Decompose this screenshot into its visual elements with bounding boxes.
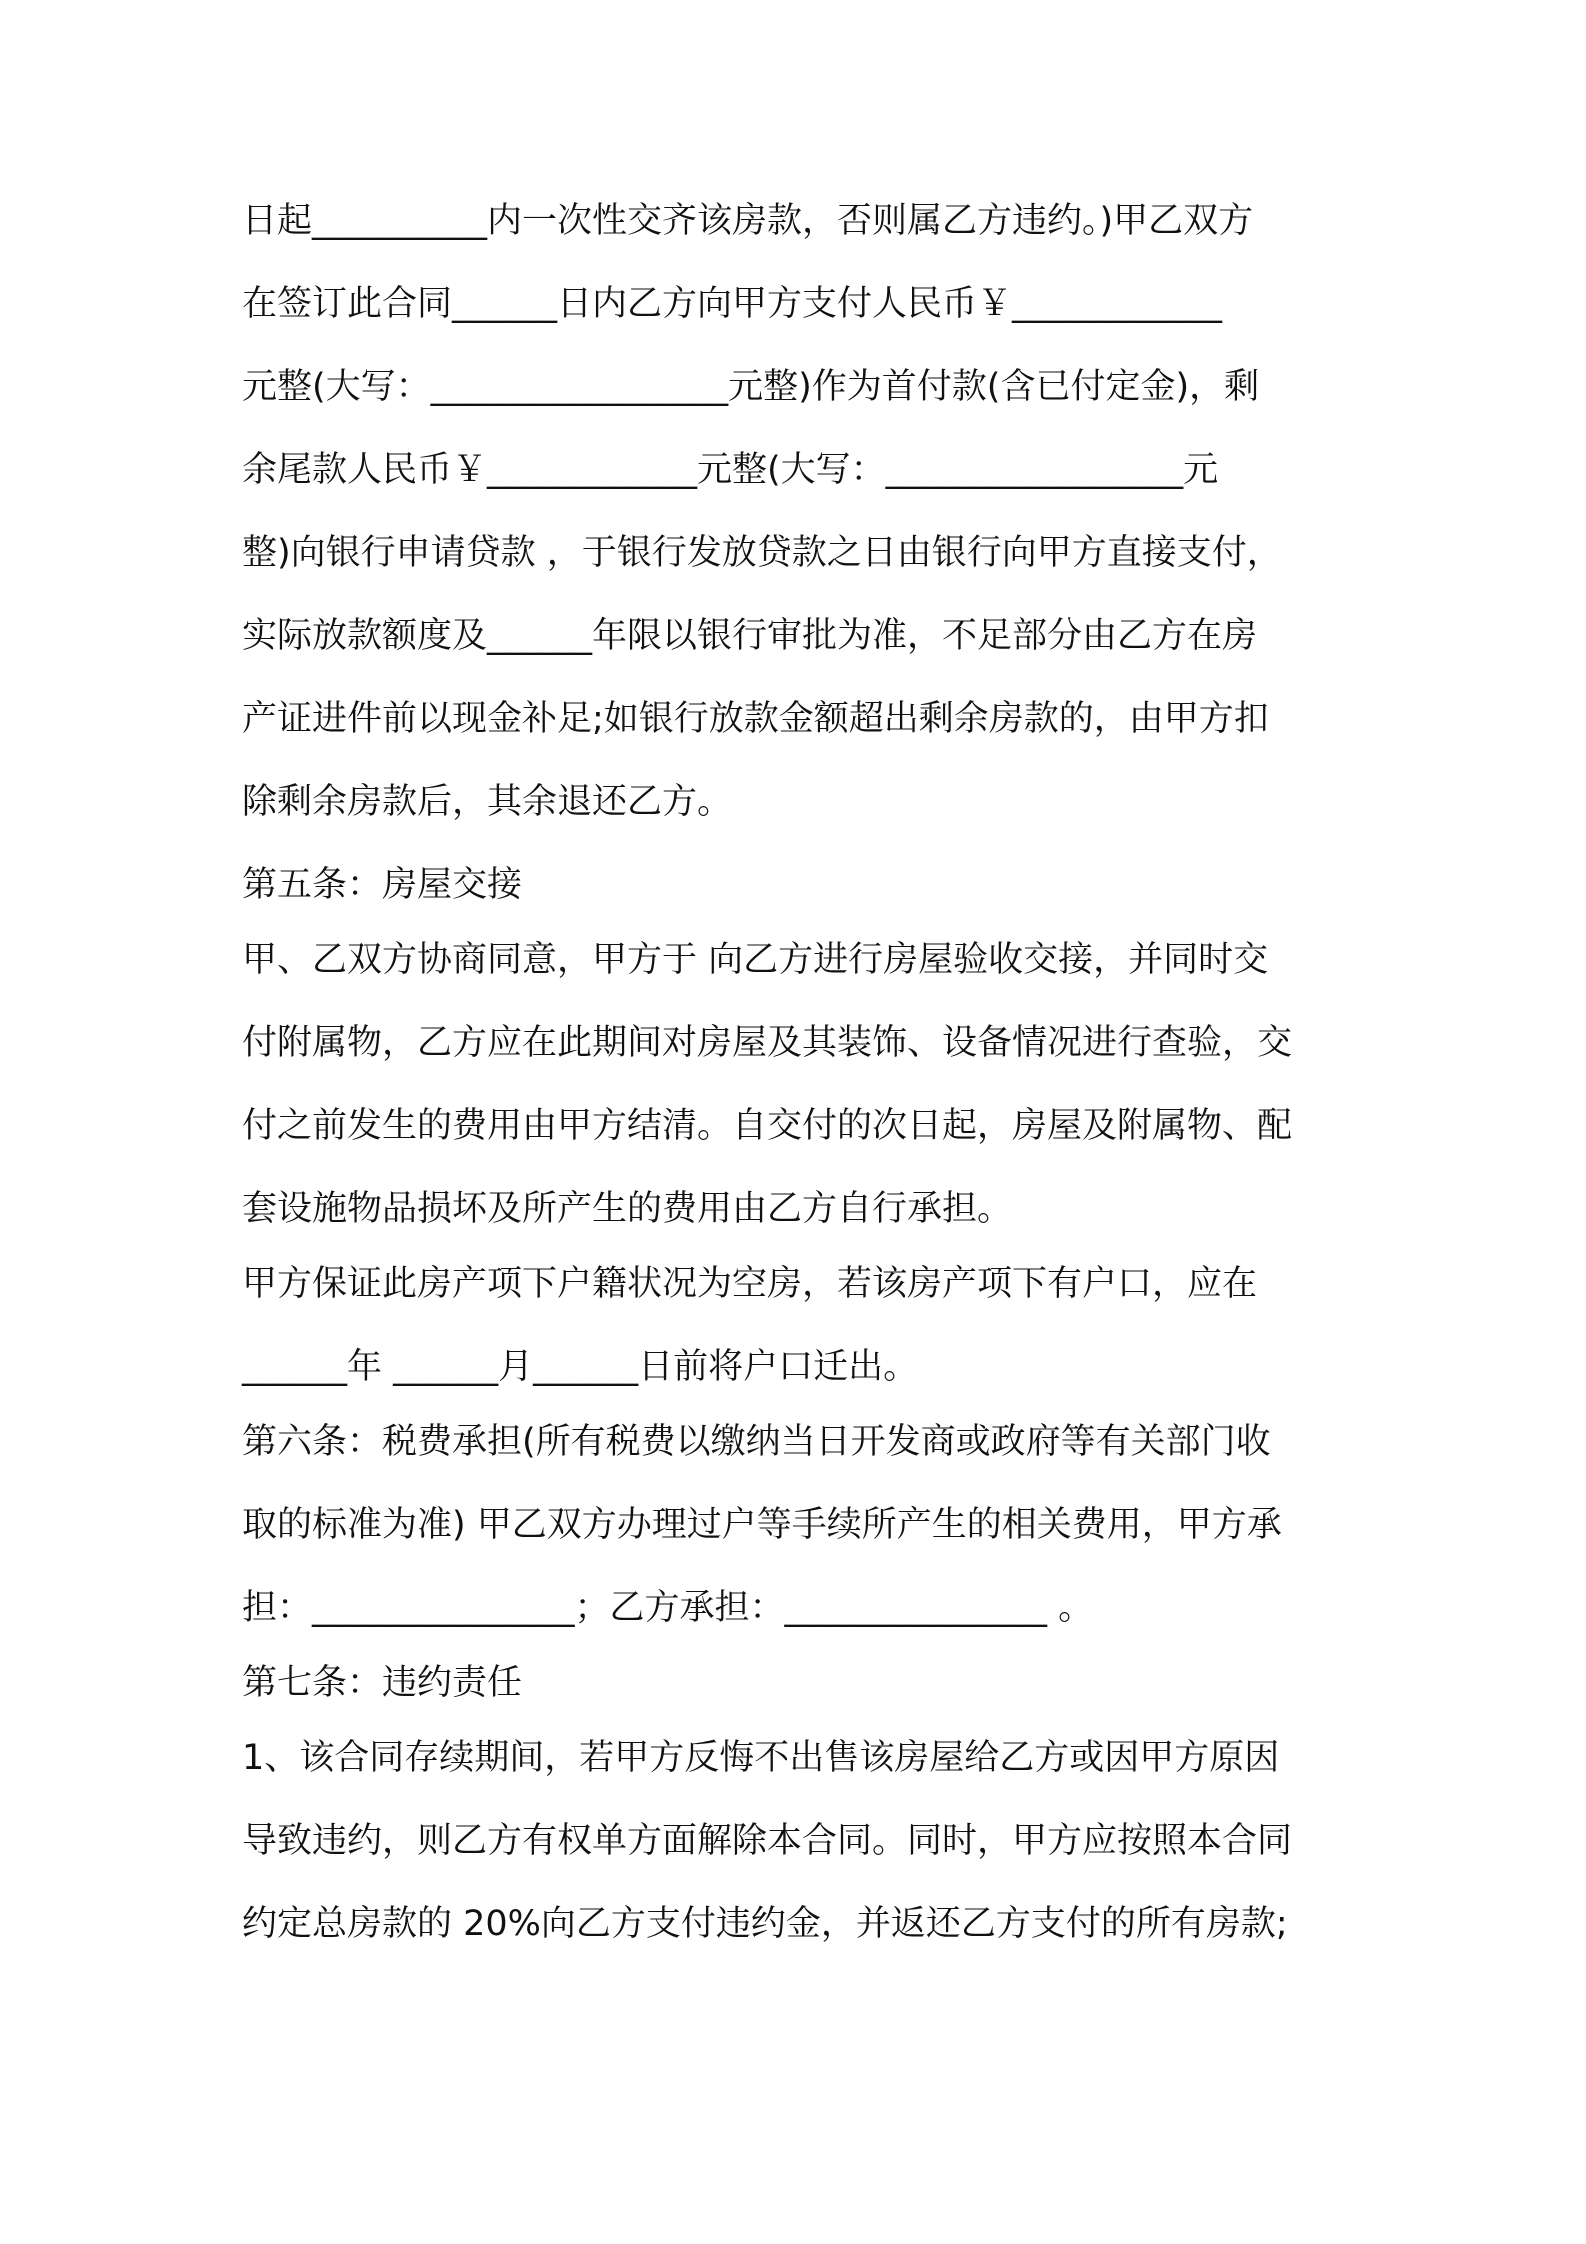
text-line: 甲方保证此房产项下户籍状况为空房，若该房产项下有户口，应在 [242,1264,1258,1304]
text-line: ______年 ______月______日前将户口迁出。 [242,1347,919,1387]
text-line: 取的标准为准) 甲乙双方办理过户等手续所产生的相关费用，甲方承 [242,1505,1282,1545]
text-line: 1、该合同存续期间，若甲方反悔不出售该房屋给乙方或因甲方原因 [242,1738,1280,1778]
text-line: 付之前发生的费用由甲方结清。自交付的次日起，房屋及附属物、配 [242,1106,1293,1146]
text-line: 套设施物品损坏及所产生的费用由乙方自行承担。 [242,1189,1013,1229]
contract-page [242,196,1352,1982]
text-line: 担：_______________；乙方承担：_______________ 。 [242,1588,1094,1628]
text-line: 余尾款人民币￥____________元整(大写：_________________元 [242,450,1219,490]
text-line: 实际放款额度及______年限以银行审批为准，不足部分由乙方在房 [242,616,1258,656]
text-line: 甲、乙双方协商同意，甲方于 向乙方进行房屋验收交接，并同时交 [242,940,1269,980]
text-line: 付附属物，乙方应在此期间对房屋及其装饰、设备情况进行查验，交 [242,1023,1293,1063]
text-line: 除剩余房款后，其余退还乙方。 [242,782,733,822]
section-heading-7: 第七条：违约责任 [242,1663,523,1703]
text-line: 整)向银行申请贷款 ，于银行发放贷款之日由银行向甲方直接支付， [242,533,1282,573]
text-line: 约定总房款的 20%向乙方支付违约金，并返还乙方支付的所有房款; [242,1904,1288,1944]
section-heading-6: 第六条：税费承担(所有税费以缴纳当日开发商或政府等有关部门收 [242,1422,1271,1462]
text-line: 导致违约，则乙方有权单方面解除本合同。同时，甲方应按照本合同 [242,1821,1293,1861]
section-heading-5: 第五条：房屋交接 [242,865,523,905]
text-line: 日起__________内一次性交齐该房款，否则属乙方违约。)甲乙双方 [242,201,1254,241]
text-line: 在签订此合同______日内乙方向甲方支付人民币￥____________ [242,284,1223,324]
text-line: 元整(大写：_________________元整)作为首付款(含已付定金)，剩 [242,367,1260,407]
text-line: 产证进件前以现金补足;如银行放款金额超出剩余房款的，由甲方扣 [242,699,1269,739]
